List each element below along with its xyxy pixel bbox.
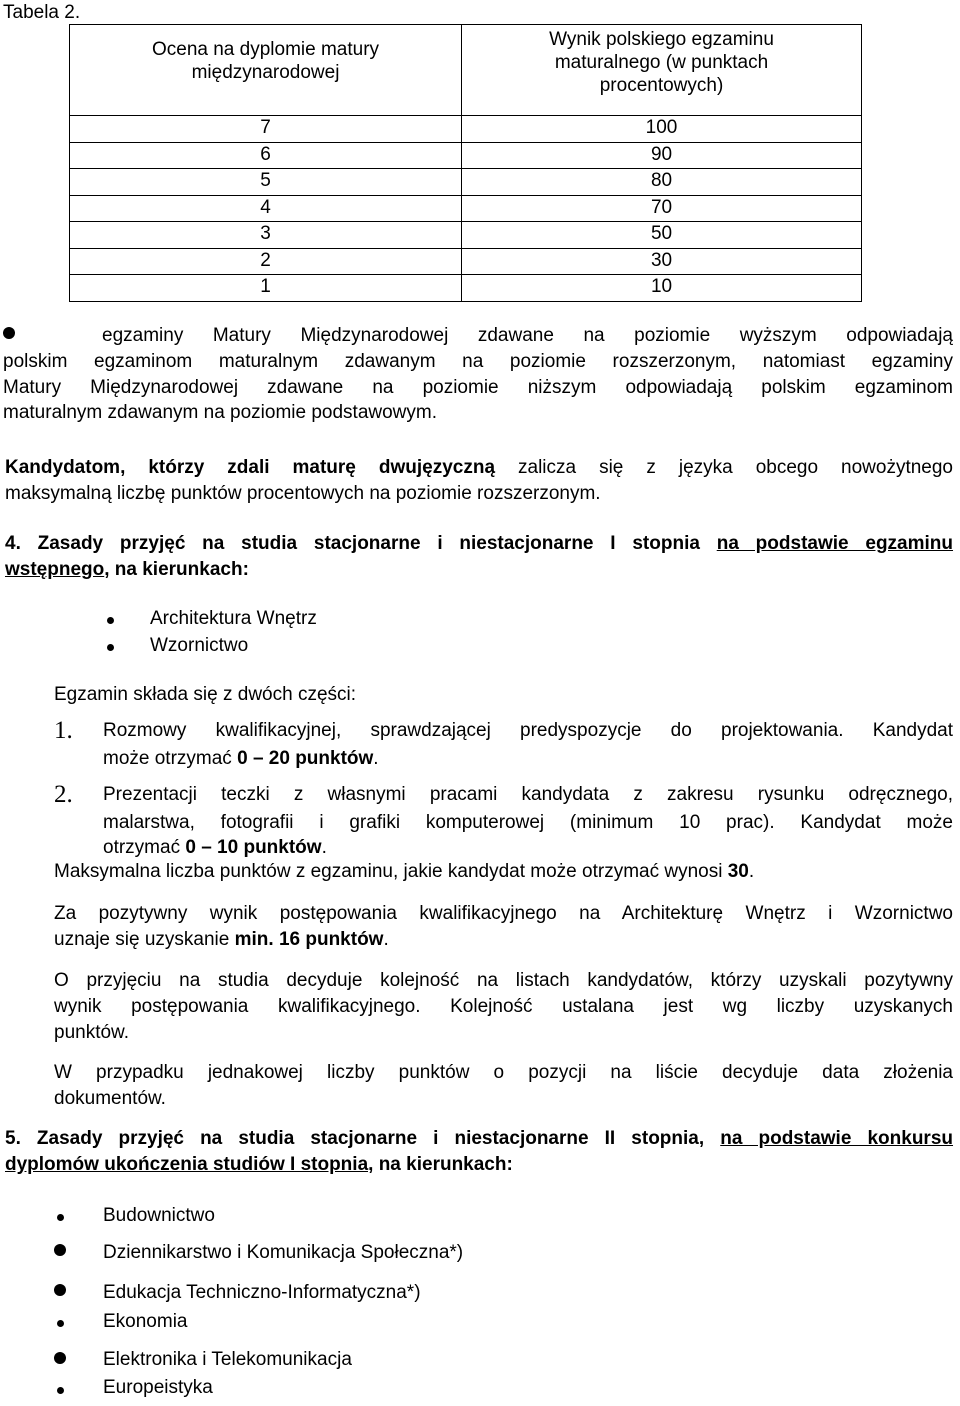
score-cell: 70 <box>462 195 862 222</box>
max-points <box>54 861 754 884</box>
bullet-icon <box>54 1284 66 1296</box>
section4-heading-text: , na kierunkach: <box>104 558 249 580</box>
order-line: wynik postępowania kwalifikacyjnego. Kolejność ustalana jest wg liczby uzyskanych <box>54 995 953 1017</box>
bullet-icon <box>54 1244 66 1256</box>
section4-heading-text: 4. Zasady przyjęć na studia stacjonarne i niestacjonarne I stopnia <box>5 533 717 554</box>
table-row <box>70 195 862 222</box>
positive-threshold: min. 16 punktów <box>234 928 384 950</box>
order-line: punktów. <box>54 1021 129 1043</box>
positive-line: uznaje się uzyskanie <box>54 928 235 950</box>
program-item: Elektronika i Telekomunikacja <box>103 1349 352 1370</box>
ib-note <box>3 325 953 425</box>
program-item: Europeistyka <box>103 1377 213 1398</box>
positive-result <box>54 903 953 952</box>
bilingual-text: maksymalną liczbę punktów procentowych na poziomie rozszerzonym. <box>5 482 601 504</box>
table-header-row <box>70 25 862 116</box>
grade-conversion-table <box>69 24 862 302</box>
note-line: maturalnym zdawanym na poziomie podstawowym. <box>3 402 438 424</box>
part2-line: Prezentacji teczki z własnymi pracami kandydata z zakresu rysunku odręcznego, <box>103 784 953 805</box>
part2-number: 2. <box>54 781 73 808</box>
section4-heading-underlined: na podstawie egzaminu <box>716 533 954 554</box>
part1-line: . <box>373 747 379 769</box>
order-line: O przyjęciu na studia decyduje kolejność na listach kandydatów, którzy uzyskali pozytywny <box>54 970 953 991</box>
note-line: egzaminy Matury Międzynarodowej zdawane na poziomie wyższym odpowiadają <box>102 325 953 346</box>
table-row <box>70 142 862 169</box>
part1-line: Rozmowy kwalifikacyjnej, sprawdzającej predyspozycje do projektowania. Kandydat <box>103 720 953 741</box>
section5-heading-text: 5. Zasady przyjęć na studia stacjonarne i niestacjonarne II stopnia, <box>5 1128 721 1149</box>
exam-intro: Egzamin składa się z dwóch części: <box>54 684 357 705</box>
table-row <box>70 248 862 275</box>
positive-line: Za pozytywny wynik postępowania kwalifikacyjnego na Architekturę Wnętrz i Wzornictwo <box>54 903 953 924</box>
section5-heading-text: na kierunkach: <box>373 1153 513 1175</box>
score-cell: 80 <box>462 169 862 196</box>
grade-cell: 4 <box>70 195 462 222</box>
part2-text <box>103 784 953 859</box>
positive-line: . <box>383 928 389 950</box>
grade-cell: 7 <box>70 116 462 143</box>
score-cell: 50 <box>462 222 862 249</box>
bullet-icon <box>57 1387 64 1394</box>
program-item: Edukacja Techniczno-Informatyczna*) <box>103 1282 421 1303</box>
score-cell: 100 <box>462 116 862 143</box>
note-line: Matury Międzynarodowej zdawane na poziomie niższym odpowiadają polskim egzaminom <box>3 376 953 398</box>
max-points-value: 30 <box>727 861 749 882</box>
section5-heading-underlined: na podstawie konkursu <box>720 1128 954 1149</box>
bullet-icon <box>107 617 114 624</box>
bullet-icon <box>54 1352 66 1364</box>
max-points-text: Maksymalna liczba punktów z egzaminu, jakie kandydat może otrzymać wynosi <box>54 861 728 882</box>
note-line: polskim egzaminom maturalnym zdawanym na poziomie rozszerzonym, natomiast egzaminy <box>3 350 953 372</box>
program-item: Architektura Wnętrz <box>150 608 317 629</box>
header-col2-line: Wynik polskiego egzaminu <box>549 29 774 50</box>
part2-line: otrzymać <box>103 836 186 858</box>
bilingual-paragraph <box>5 457 953 506</box>
section5-heading <box>5 1128 953 1177</box>
grade-cell: 5 <box>70 169 462 196</box>
table-row <box>70 275 862 302</box>
part2-points: 0 – 10 punktów <box>185 836 322 858</box>
bullet-icon <box>57 1320 64 1327</box>
tie-line: W przypadku jednakowej liczby punktów o pozycji na liście decyduje data złożenia <box>54 1062 953 1083</box>
header-diploma-grade <box>70 25 462 116</box>
max-points-text: . <box>748 861 755 882</box>
part1-line: może otrzymać <box>103 747 238 769</box>
table-row <box>70 222 862 249</box>
program-item: Budownictwo <box>103 1205 215 1226</box>
score-cell: 10 <box>462 275 862 302</box>
bullet-icon <box>107 644 114 651</box>
table-caption: Tabela 2. <box>3 2 81 23</box>
bullet-icon <box>57 1214 64 1221</box>
section5-heading-underlined: dyplomów ukończenia studiów I stopnia, <box>5 1153 374 1175</box>
part1-text <box>103 720 953 771</box>
program-item: Ekonomia <box>103 1311 188 1332</box>
program-item: Dziennikarstwo i Komunikacja Społeczna*) <box>103 1242 464 1263</box>
bilingual-bold: Kandydatom, którzy zdali maturę dwujęzyczną <box>5 457 496 478</box>
score-cell: 90 <box>462 142 862 169</box>
grade-cell: 6 <box>70 142 462 169</box>
admission-order <box>54 970 953 1044</box>
grade-cell: 3 <box>70 222 462 249</box>
bilingual-text: zalicza się z języka obcego nowożytnego <box>495 457 953 478</box>
table-row <box>70 116 862 143</box>
header-col1-line: międzynarodowej <box>191 61 340 83</box>
section4-heading-underlined: wstępnego <box>5 558 105 580</box>
score-cell: 30 <box>462 248 862 275</box>
table-row <box>70 169 862 196</box>
part2-line: . <box>321 836 327 858</box>
program-item: Wzornictwo <box>150 635 249 656</box>
section4-heading <box>5 533 953 582</box>
grade-cell: 1 <box>70 275 462 302</box>
part1-number: 1. <box>54 717 73 744</box>
header-exam-score <box>462 25 862 116</box>
tie-break <box>54 1062 953 1111</box>
header-col2-line: maturalnego (w punktach <box>554 51 769 73</box>
header-col2-line: procentowych) <box>599 74 724 96</box>
grade-cell: 2 <box>70 248 462 275</box>
part1-points: 0 – 20 punktów <box>237 747 374 769</box>
part2-line: malarstwa, fotografii i grafiki komputerowej (minimum 10 prac). Kandydat może <box>103 811 953 833</box>
header-col1-line: Ocena na dyplomie matury <box>151 39 380 60</box>
tie-line: dokumentów. <box>54 1087 166 1109</box>
